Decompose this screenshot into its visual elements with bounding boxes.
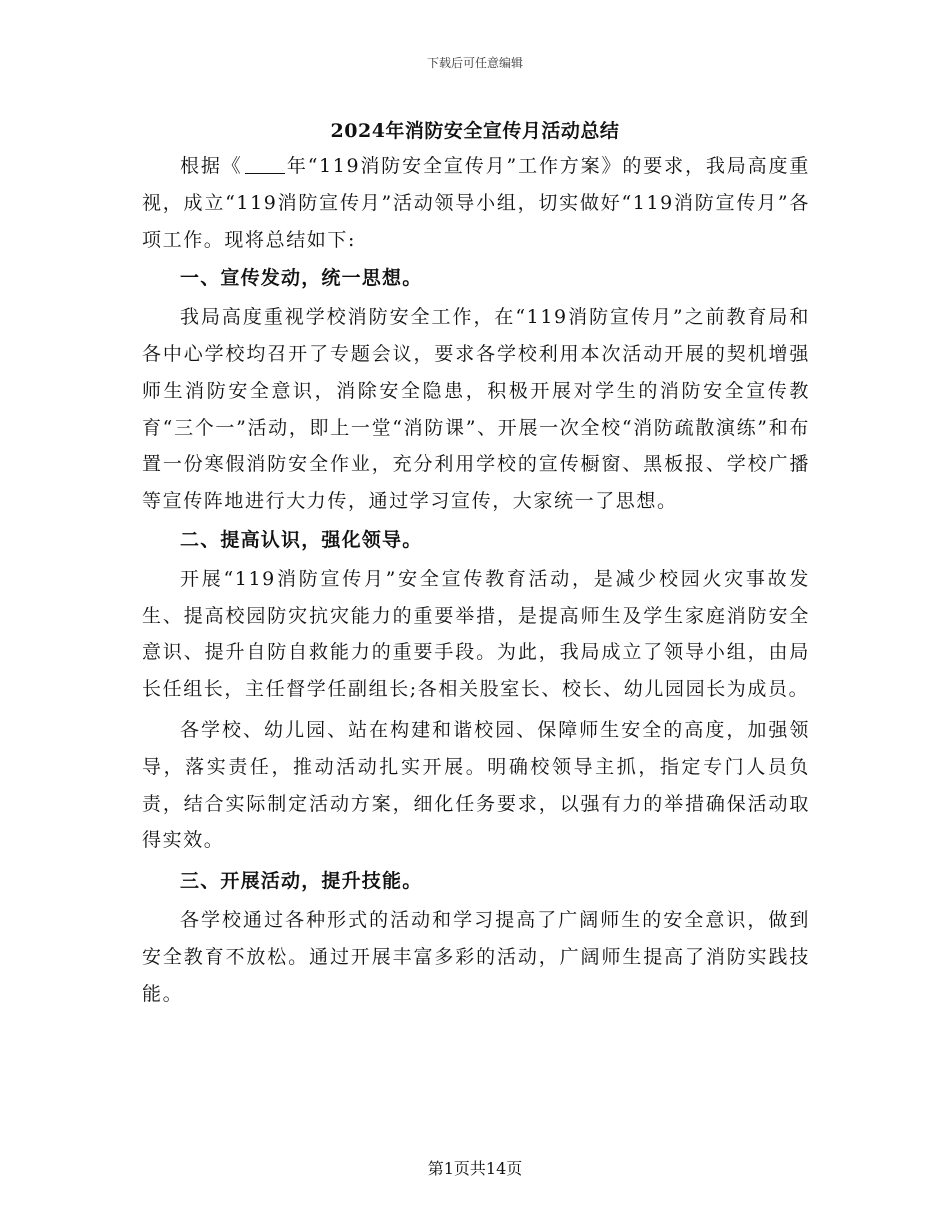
header-note: 下载后可任意编辑 [426, 56, 523, 70]
intro-text-end: 年“119消防安全宣传月”工作方案》的要求，我局高度重视，成立“119消防宣传月”活动领导小组，切实做好“119消防宣传月”各项工作。现将总结如下: [142, 155, 810, 251]
section-3-heading: 三、开展活动，提升技能。 [180, 870, 423, 893]
section-2-paragraph-1: 开展“119消防宣传月”安全宣传教育活动，是减少校园火灾事故发生、提高校园防灾抗灾能力的重要举措，是提高师生及学生家庭消防安全意识、提升自防自救能力的重要手段。为此，我局成立了领导小组，由局长任组长，主任督学任副组长;各相关股室长、校长、幼儿园园长为成员。 [142, 567, 810, 701]
intro-text-start: 根据《 [180, 155, 243, 177]
section-3-paragraph-1: 各学校通过各种形式的活动和学习提高了广阔师生的安全意识，做到安全教育不放松。通过开展丰富多彩的活动，广阔师生提高了消防实践技能。 [142, 908, 810, 1005]
fill-in-blank [245, 155, 285, 174]
document-body [142, 148, 810, 1012]
document-title: 2024年消防安全宣传月活动总结 [330, 120, 620, 142]
section-2-paragraph-2: 各学校、幼儿园、站在构建和谐校园、保障师生安全的高度，加强领导，落实责任，推动活动扎实开展。明确校领导主抓，指定专门人员负责，结合实际制定活动方案，细化任务要求，以强有力的举措确保活动取得实效。 [142, 718, 810, 852]
section-2-heading: 二、提高认识，强化领导。 [180, 528, 423, 551]
section-1-paragraph-1: 我局高度重视学校消防安全工作，在“119消防宣传月”之前教育局和各中心学校均召开了专题会议，要求各学校利用本次活动开展的契机增强师生消防安全意识，消除安全隐患，积极开展对学生的消防安全宣传教育“三个一”活动，即上一堂“消防课”、开展一次全校“消防疏散演练”和布置一份寒假消防安全作业，充分利用学校的宣传橱窗、黑板报、学校广播等宣传阵地进行大力传，通过学习宣传，大家统一了思想。 [142, 306, 810, 513]
section-1-heading: 一、宣传发动，统一思想。 [180, 267, 423, 290]
page-footer: 第1页共14页 [427, 1159, 523, 1178]
intro-paragraph [142, 148, 810, 258]
